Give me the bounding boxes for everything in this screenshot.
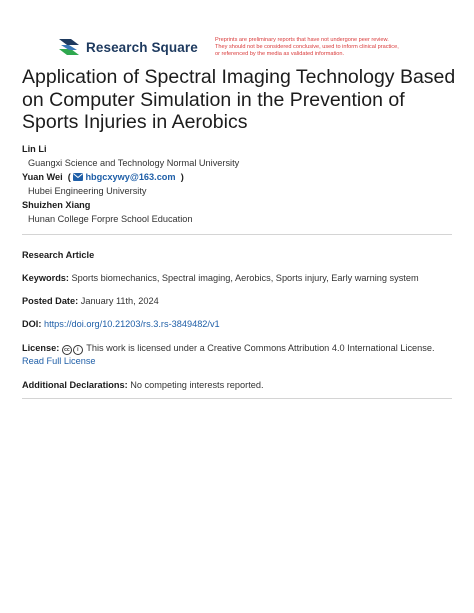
read-full-license-link[interactable]: Read Full License [22,356,96,366]
author-name-with-email: Yuan Wei ( hbgcxywy@163.com ) [22,172,184,182]
license-row: License: cc i This work is licensed under a Creative Commons Attribution 4.0 International License. Read Full License [22,342,452,368]
creative-commons-icon: cc [62,345,72,355]
paper-title: Application of Spectral Imaging Technology Based on Computer Simulation in the Prevention of Sports Injuries in Aerobics [22,66,456,133]
mail-icon [73,173,83,181]
author-name: Shuizhen Xiang [22,200,91,210]
doi-link[interactable]: https://doi.org/10.21203/rs.3.rs-3849482/v1 [43,319,220,329]
page-header [0,0,474,62]
article-type: Research Article [22,250,95,260]
license-text: This work is licensed under a Creative Commons Attribution 4.0 International License. [86,343,435,353]
author-affiliation: Hunan College Forpre School Education [28,214,193,224]
author-name: Lin Li [22,144,47,154]
posted-date-value: January 11th, 2024 [80,296,159,306]
posted-date-row: Posted Date: January 11th, 2024 [22,296,159,306]
keywords-row: Keywords: Sports biomechanics, Spectral imaging, Aerobics, Sports injury, Early warning system [22,273,419,283]
preprint-disclaimer: Preprints are preliminary reports that have not undergone peer review. They should not be considered conclusive, used to inform clinical practice, or referenced by the media as validated information. [215,37,399,58]
section-divider [22,398,452,399]
brand-name: Research Square [86,39,198,55]
author-affiliation: Guangxi Science and Technology Normal University [28,158,240,168]
declarations-row: Additional Declarations: No competing interests reported. [22,380,264,390]
section-divider [22,234,452,235]
keywords-value: Sports biomechanics, Spectral imaging, Aerobics, Sports injury, Early warning system [71,273,419,283]
research-square-logo[interactable] [57,37,198,57]
author-affiliation: Hubei Engineering University [28,186,147,196]
doi-row: DOI: https://doi.org/10.21203/rs.3.rs-3849482/v1 [22,319,220,329]
attribution-icon: i [73,345,83,355]
author-list [22,143,452,227]
declarations-value: No competing interests reported. [130,380,264,390]
research-square-logo-icon [57,37,81,57]
author-email-link[interactable]: hbgcxywy@163.com [73,172,178,182]
